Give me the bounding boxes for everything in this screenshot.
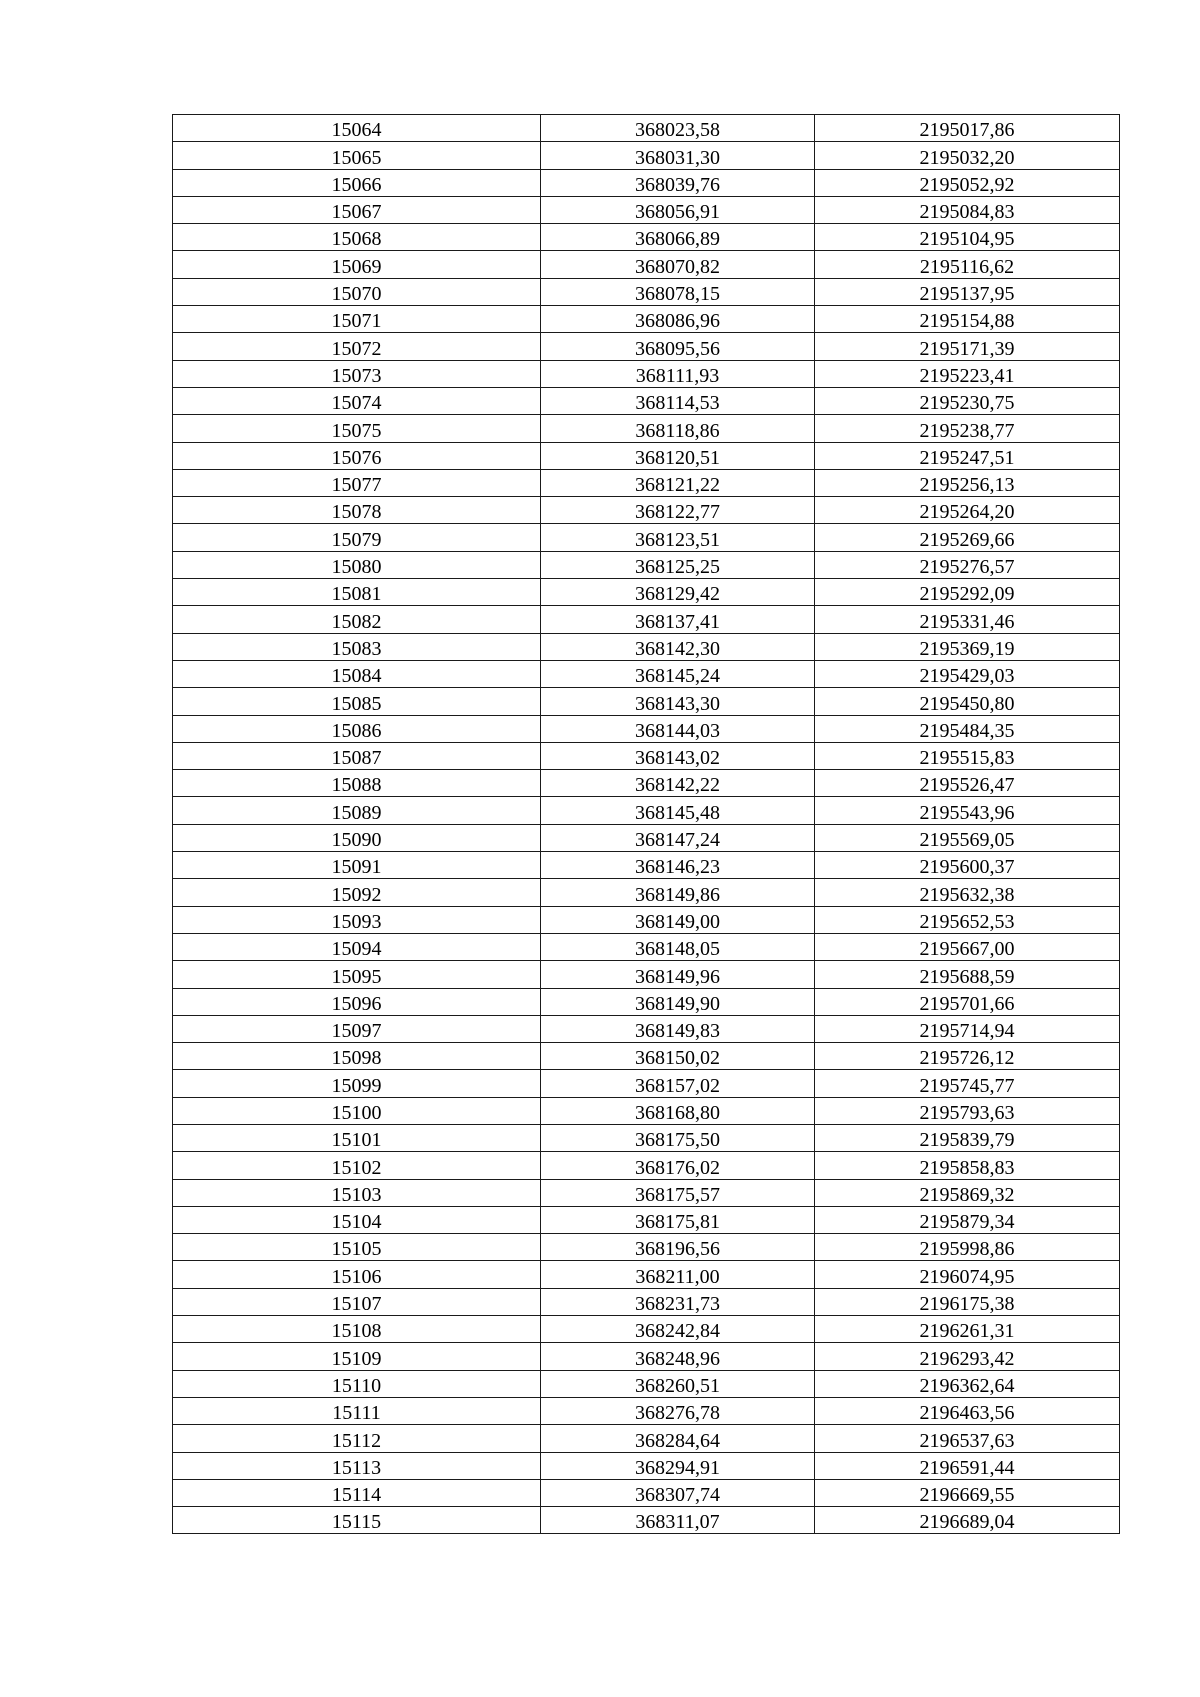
table-row <box>173 933 1120 960</box>
point-number-cell: 15079 <box>173 524 541 551</box>
y-coordinate-cell: 2195017,86 <box>815 115 1120 142</box>
y-coordinate-cell: 2195858,83 <box>815 1152 1120 1179</box>
point-number-cell: 15064 <box>173 115 541 142</box>
x-coordinate-cell: 368125,25 <box>541 551 815 578</box>
y-coordinate-cell: 2195450,80 <box>815 688 1120 715</box>
point-number-cell: 15067 <box>173 196 541 223</box>
x-coordinate-cell: 368311,07 <box>541 1507 815 1534</box>
y-coordinate-cell: 2195667,00 <box>815 933 1120 960</box>
x-coordinate-cell: 368149,86 <box>541 879 815 906</box>
table-row <box>173 1179 1120 1206</box>
table-row <box>173 497 1120 524</box>
y-coordinate-cell: 2195726,12 <box>815 1043 1120 1070</box>
point-number-cell: 15114 <box>173 1479 541 1506</box>
point-number-cell: 15113 <box>173 1452 541 1479</box>
table-row <box>173 1152 1120 1179</box>
point-number-cell: 15098 <box>173 1043 541 1070</box>
point-number-cell: 15097 <box>173 1015 541 1042</box>
point-number-cell: 15065 <box>173 142 541 169</box>
table-row <box>173 1261 1120 1288</box>
x-coordinate-cell: 368095,56 <box>541 333 815 360</box>
y-coordinate-cell: 2196591,44 <box>815 1452 1120 1479</box>
y-coordinate-cell: 2195116,62 <box>815 251 1120 278</box>
table-row <box>173 1015 1120 1042</box>
point-number-cell: 15094 <box>173 933 541 960</box>
table-row <box>173 660 1120 687</box>
table-row <box>173 251 1120 278</box>
table-row <box>173 824 1120 851</box>
x-coordinate-cell: 368149,83 <box>541 1015 815 1042</box>
y-coordinate-cell: 2195714,94 <box>815 1015 1120 1042</box>
x-coordinate-cell: 368031,30 <box>541 142 815 169</box>
y-coordinate-cell: 2195276,57 <box>815 551 1120 578</box>
point-number-cell: 15089 <box>173 797 541 824</box>
x-coordinate-cell: 368145,48 <box>541 797 815 824</box>
x-coordinate-cell: 368123,51 <box>541 524 815 551</box>
point-number-cell: 15110 <box>173 1370 541 1397</box>
table-row <box>173 1479 1120 1506</box>
y-coordinate-cell: 2195652,53 <box>815 906 1120 933</box>
x-coordinate-cell: 368294,91 <box>541 1452 815 1479</box>
y-coordinate-cell: 2195526,47 <box>815 770 1120 797</box>
x-coordinate-cell: 368145,24 <box>541 660 815 687</box>
y-coordinate-cell: 2195223,41 <box>815 360 1120 387</box>
table-row <box>173 1097 1120 1124</box>
table-row <box>173 442 1120 469</box>
table-row <box>173 1397 1120 1424</box>
x-coordinate-cell: 368175,81 <box>541 1206 815 1233</box>
point-number-cell: 15091 <box>173 852 541 879</box>
point-number-cell: 15106 <box>173 1261 541 1288</box>
point-number-cell: 15100 <box>173 1097 541 1124</box>
table-row <box>173 852 1120 879</box>
point-number-cell: 15101 <box>173 1124 541 1151</box>
x-coordinate-cell: 368118,86 <box>541 415 815 442</box>
y-coordinate-cell: 2195269,66 <box>815 524 1120 551</box>
y-coordinate-cell: 2195839,79 <box>815 1124 1120 1151</box>
table-row <box>173 387 1120 414</box>
table-row <box>173 469 1120 496</box>
table-row <box>173 688 1120 715</box>
table-row <box>173 224 1120 251</box>
point-number-cell: 15111 <box>173 1397 541 1424</box>
point-number-cell: 15082 <box>173 606 541 633</box>
y-coordinate-cell: 2195032,20 <box>815 142 1120 169</box>
x-coordinate-cell: 368111,93 <box>541 360 815 387</box>
x-coordinate-cell: 368168,80 <box>541 1097 815 1124</box>
x-coordinate-cell: 368120,51 <box>541 442 815 469</box>
x-coordinate-cell: 368175,50 <box>541 1124 815 1151</box>
y-coordinate-cell: 2195600,37 <box>815 852 1120 879</box>
table-row <box>173 1425 1120 1452</box>
x-coordinate-cell: 368137,41 <box>541 606 815 633</box>
y-coordinate-cell: 2195879,34 <box>815 1206 1120 1233</box>
table-row <box>173 770 1120 797</box>
table-row <box>173 742 1120 769</box>
y-coordinate-cell: 2196074,95 <box>815 1261 1120 1288</box>
y-coordinate-cell: 2195154,88 <box>815 306 1120 333</box>
x-coordinate-cell: 368307,74 <box>541 1479 815 1506</box>
table-row <box>173 606 1120 633</box>
y-coordinate-cell: 2196669,55 <box>815 1479 1120 1506</box>
y-coordinate-cell: 2195688,59 <box>815 961 1120 988</box>
x-coordinate-cell: 368078,15 <box>541 278 815 305</box>
y-coordinate-cell: 2195230,75 <box>815 387 1120 414</box>
point-number-cell: 15086 <box>173 715 541 742</box>
point-number-cell: 15073 <box>173 360 541 387</box>
y-coordinate-cell: 2195632,38 <box>815 879 1120 906</box>
x-coordinate-cell: 368260,51 <box>541 1370 815 1397</box>
y-coordinate-cell: 2196689,04 <box>815 1507 1120 1534</box>
point-number-cell: 15093 <box>173 906 541 933</box>
point-number-cell: 15096 <box>173 988 541 1015</box>
point-number-cell: 15103 <box>173 1179 541 1206</box>
y-coordinate-cell: 2195369,19 <box>815 633 1120 660</box>
table-row <box>173 415 1120 442</box>
y-coordinate-cell: 2195569,05 <box>815 824 1120 851</box>
table-row <box>173 906 1120 933</box>
x-coordinate-cell: 368149,00 <box>541 906 815 933</box>
table-row <box>173 961 1120 988</box>
x-coordinate-cell: 368175,57 <box>541 1179 815 1206</box>
point-number-cell: 15084 <box>173 660 541 687</box>
x-coordinate-cell: 368176,02 <box>541 1152 815 1179</box>
point-number-cell: 15080 <box>173 551 541 578</box>
y-coordinate-cell: 2196537,63 <box>815 1425 1120 1452</box>
y-coordinate-cell: 2195745,77 <box>815 1070 1120 1097</box>
x-coordinate-cell: 368248,96 <box>541 1343 815 1370</box>
y-coordinate-cell: 2195543,96 <box>815 797 1120 824</box>
x-coordinate-cell: 368070,82 <box>541 251 815 278</box>
point-number-cell: 15099 <box>173 1070 541 1097</box>
point-number-cell: 15075 <box>173 415 541 442</box>
point-number-cell: 15102 <box>173 1152 541 1179</box>
y-coordinate-cell: 2195793,63 <box>815 1097 1120 1124</box>
table-row <box>173 1234 1120 1261</box>
point-number-cell: 15108 <box>173 1316 541 1343</box>
point-number-cell: 15071 <box>173 306 541 333</box>
coordinates-table <box>172 114 1120 1534</box>
y-coordinate-cell: 2196175,38 <box>815 1288 1120 1315</box>
table-row <box>173 1452 1120 1479</box>
coordinates-table-body <box>173 115 1120 1534</box>
point-number-cell: 15104 <box>173 1206 541 1233</box>
y-coordinate-cell: 2195869,32 <box>815 1179 1120 1206</box>
table-row <box>173 1370 1120 1397</box>
table-row <box>173 524 1120 551</box>
x-coordinate-cell: 368142,30 <box>541 633 815 660</box>
table-row <box>173 1288 1120 1315</box>
table-row <box>173 879 1120 906</box>
table-row <box>173 1206 1120 1233</box>
y-coordinate-cell: 2195515,83 <box>815 742 1120 769</box>
y-coordinate-cell: 2196261,31 <box>815 1316 1120 1343</box>
y-coordinate-cell: 2195052,92 <box>815 169 1120 196</box>
x-coordinate-cell: 368150,02 <box>541 1043 815 1070</box>
x-coordinate-cell: 368147,24 <box>541 824 815 851</box>
point-number-cell: 15112 <box>173 1425 541 1452</box>
y-coordinate-cell: 2195256,13 <box>815 469 1120 496</box>
y-coordinate-cell: 2195264,20 <box>815 497 1120 524</box>
x-coordinate-cell: 368149,96 <box>541 961 815 988</box>
y-coordinate-cell: 2195084,83 <box>815 196 1120 223</box>
y-coordinate-cell: 2195171,39 <box>815 333 1120 360</box>
point-number-cell: 15105 <box>173 1234 541 1261</box>
table-row <box>173 715 1120 742</box>
table-row <box>173 797 1120 824</box>
point-number-cell: 15088 <box>173 770 541 797</box>
point-number-cell: 15095 <box>173 961 541 988</box>
x-coordinate-cell: 368276,78 <box>541 1397 815 1424</box>
table-row <box>173 360 1120 387</box>
point-number-cell: 15107 <box>173 1288 541 1315</box>
table-row <box>173 196 1120 223</box>
table-row <box>173 115 1120 142</box>
y-coordinate-cell: 2195104,95 <box>815 224 1120 251</box>
y-coordinate-cell: 2196463,56 <box>815 1397 1120 1424</box>
x-coordinate-cell: 368148,05 <box>541 933 815 960</box>
point-number-cell: 15081 <box>173 579 541 606</box>
table-row <box>173 1124 1120 1151</box>
x-coordinate-cell: 368231,73 <box>541 1288 815 1315</box>
x-coordinate-cell: 368121,22 <box>541 469 815 496</box>
table-row <box>173 1507 1120 1534</box>
x-coordinate-cell: 368143,30 <box>541 688 815 715</box>
table-row <box>173 278 1120 305</box>
point-number-cell: 15068 <box>173 224 541 251</box>
point-number-cell: 15090 <box>173 824 541 851</box>
x-coordinate-cell: 368122,77 <box>541 497 815 524</box>
table-row <box>173 333 1120 360</box>
table-row <box>173 1316 1120 1343</box>
x-coordinate-cell: 368066,89 <box>541 224 815 251</box>
x-coordinate-cell: 368284,64 <box>541 1425 815 1452</box>
table-row <box>173 988 1120 1015</box>
y-coordinate-cell: 2195998,86 <box>815 1234 1120 1261</box>
point-number-cell: 15109 <box>173 1343 541 1370</box>
point-number-cell: 15070 <box>173 278 541 305</box>
point-number-cell: 15072 <box>173 333 541 360</box>
y-coordinate-cell: 2195484,35 <box>815 715 1120 742</box>
point-number-cell: 15069 <box>173 251 541 278</box>
point-number-cell: 15076 <box>173 442 541 469</box>
table-row <box>173 1343 1120 1370</box>
x-coordinate-cell: 368039,76 <box>541 169 815 196</box>
point-number-cell: 15092 <box>173 879 541 906</box>
x-coordinate-cell: 368023,58 <box>541 115 815 142</box>
y-coordinate-cell: 2195292,09 <box>815 579 1120 606</box>
x-coordinate-cell: 368142,22 <box>541 770 815 797</box>
table-row <box>173 633 1120 660</box>
y-coordinate-cell: 2195238,77 <box>815 415 1120 442</box>
y-coordinate-cell: 2196293,42 <box>815 1343 1120 1370</box>
x-coordinate-cell: 368143,02 <box>541 742 815 769</box>
point-number-cell: 15074 <box>173 387 541 414</box>
x-coordinate-cell: 368129,42 <box>541 579 815 606</box>
point-number-cell: 15085 <box>173 688 541 715</box>
x-coordinate-cell: 368056,91 <box>541 196 815 223</box>
x-coordinate-cell: 368242,84 <box>541 1316 815 1343</box>
y-coordinate-cell: 2196362,64 <box>815 1370 1120 1397</box>
table-row <box>173 1043 1120 1070</box>
table-row <box>173 1070 1120 1097</box>
y-coordinate-cell: 2195701,66 <box>815 988 1120 1015</box>
table-row <box>173 142 1120 169</box>
point-number-cell: 15087 <box>173 742 541 769</box>
y-coordinate-cell: 2195331,46 <box>815 606 1120 633</box>
point-number-cell: 15066 <box>173 169 541 196</box>
y-coordinate-cell: 2195247,51 <box>815 442 1120 469</box>
point-number-cell: 15083 <box>173 633 541 660</box>
table-row <box>173 551 1120 578</box>
x-coordinate-cell: 368146,23 <box>541 852 815 879</box>
point-number-cell: 15078 <box>173 497 541 524</box>
x-coordinate-cell: 368086,96 <box>541 306 815 333</box>
point-number-cell: 15077 <box>173 469 541 496</box>
y-coordinate-cell: 2195137,95 <box>815 278 1120 305</box>
x-coordinate-cell: 368196,56 <box>541 1234 815 1261</box>
x-coordinate-cell: 368211,00 <box>541 1261 815 1288</box>
y-coordinate-cell: 2195429,03 <box>815 660 1120 687</box>
table-row <box>173 579 1120 606</box>
x-coordinate-cell: 368114,53 <box>541 387 815 414</box>
point-number-cell: 15115 <box>173 1507 541 1534</box>
table-row <box>173 169 1120 196</box>
table-row <box>173 306 1120 333</box>
x-coordinate-cell: 368144,03 <box>541 715 815 742</box>
x-coordinate-cell: 368157,02 <box>541 1070 815 1097</box>
x-coordinate-cell: 368149,90 <box>541 988 815 1015</box>
